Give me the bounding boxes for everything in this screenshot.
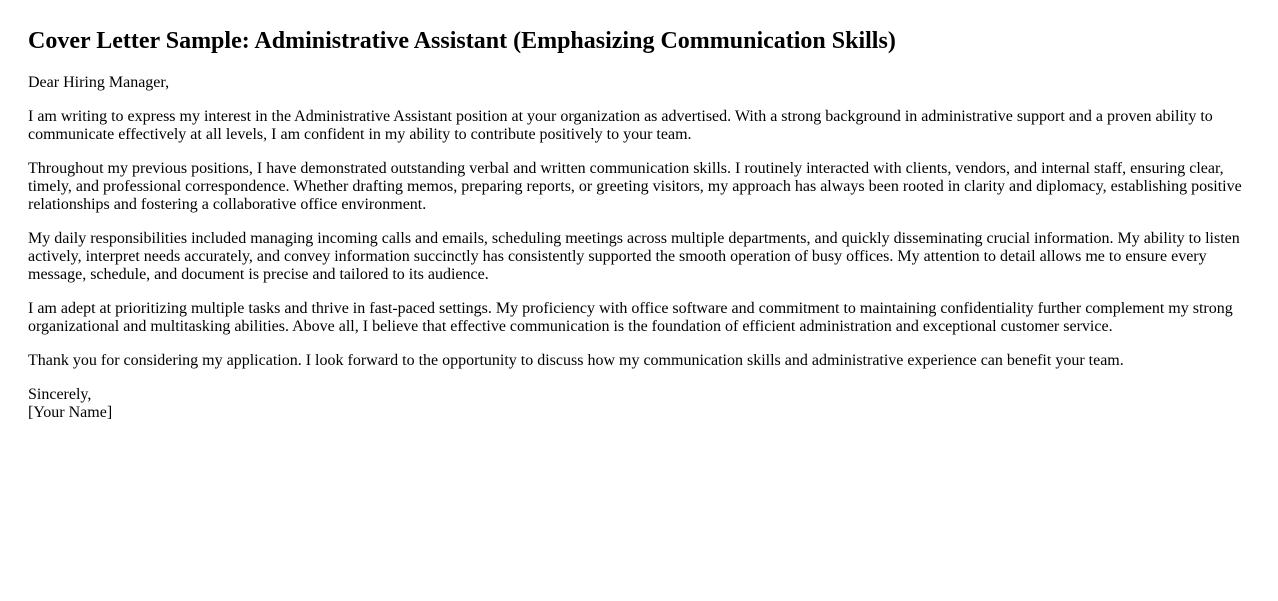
page-title: Cover Letter Sample: Administrative Assistant (Emphasizing Communication Skills) — [28, 28, 896, 54]
signature: [Your Name] — [28, 404, 113, 421]
salutation: Dear Hiring Manager, — [28, 74, 170, 91]
paragraph-responsibilities: My daily responsibilities included managing incoming calls and emails, scheduling meetings across multiple departments, and quickly disseminating crucial information. My ability to listen actively, interpret needs accurately, and convey information succinctly has consistently supported the smooth operation of busy offices. My attention to detail allows me to ensure every message, schedule, and document is precise and tailored to its audience. — [28, 230, 1240, 283]
paragraph-intro: I am writing to express my interest in the Administrative Assistant position at your organization as advertised. With a strong background in administrative support and a proven ability to communicate effectively at all levels, I am confident in my ability to contribute positively to your team. — [28, 108, 1213, 143]
paragraph-skills: I am adept at prioritizing multiple tasks and thrive in fast-paced settings. My proficiency with office software and commitment to maintaining confidentiality further complement my strong organizational and multitasking abilities. Above all, I believe that effective communication is the foundation of efficient administration and exceptional customer service. — [28, 300, 1233, 335]
letter-body — [28, 74, 1250, 422]
paragraph-thanks: Thank you for considering my application. I look forward to the opportunity to discuss how my communication skills and administrative experience can benefit your team. — [28, 352, 1124, 369]
signoff — [28, 386, 1250, 422]
paragraph-communication: Throughout my previous positions, I have demonstrated outstanding verbal and written communication skills. I routinely interacted with clients, vendors, and internal staff, ensuring clear, timely, and professional correspondence. Whether drafting memos, preparing reports, or greeting visitors, my approach has always been rooted in clarity and diplomacy, establishing positive relationships and fostering a collaborative office environment. — [28, 160, 1242, 213]
closing: Sincerely, — [28, 386, 92, 403]
